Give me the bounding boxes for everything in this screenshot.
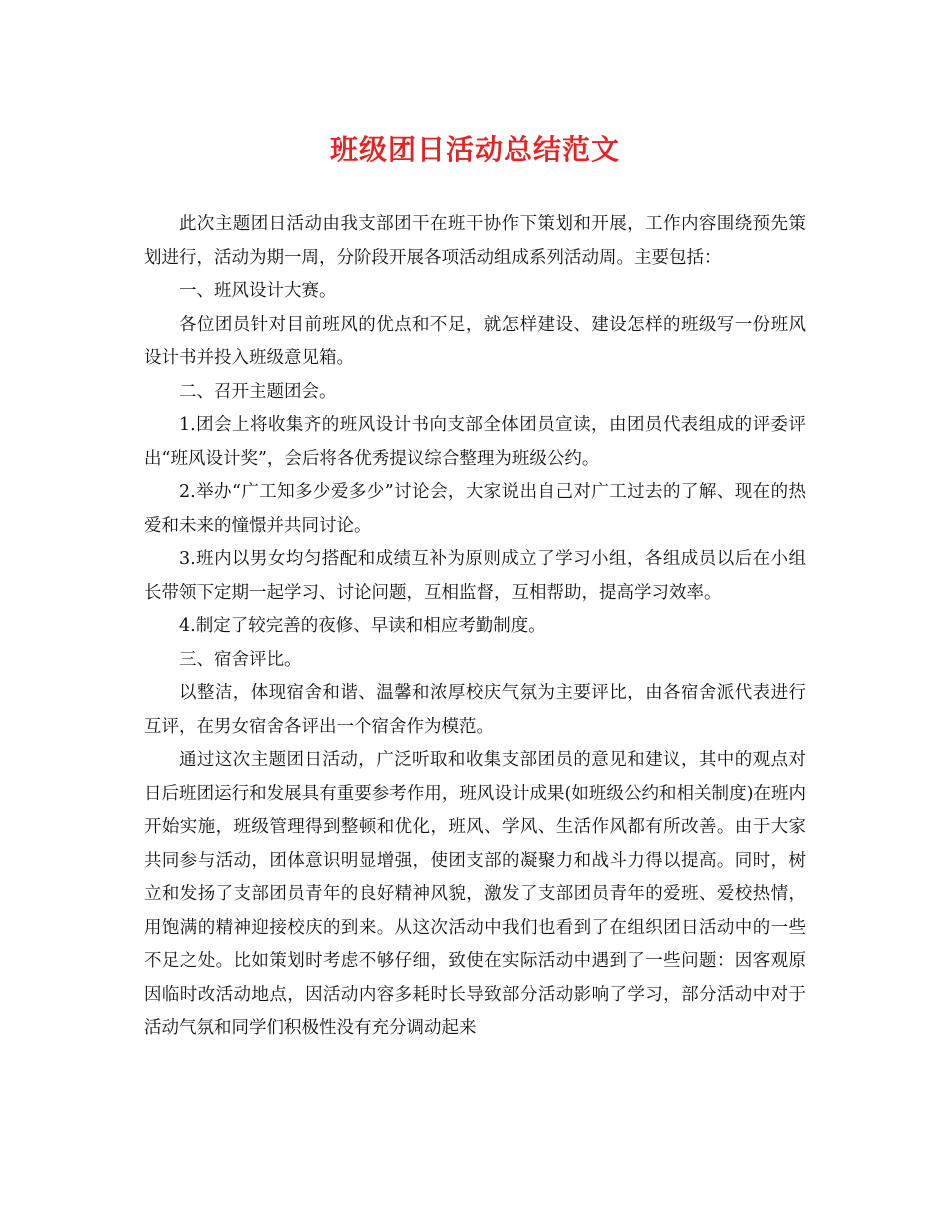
paragraph-section-1: 各位团员针对目前班风的优点和不足，就怎样建设、建设怎样的班级写一份班风设计书并投入班级意见箱。	[144, 314, 806, 368]
list-item-3: 3.班内以男女均匀搭配和成绩互补为原则成立了学习小组，各组成员以后在小组长带领下定期一起学习、讨论问题，互相监督，互相帮助，提高学习效率。	[144, 549, 806, 603]
section-heading-1: 一、班风设计大赛。	[179, 281, 337, 301]
document-title: 班级团日活动总结范文	[329, 133, 620, 166]
document-body	[144, 208, 806, 1046]
section-heading-3: 三、宿舍评比。	[179, 649, 302, 670]
paragraph-intro: 此次主题团日活动由我支部团干在班干协作下策划和开展，工作内容围绕预先策划进行，活动为期一周，分阶段开展各项活动组成系列活动周。主要包括：	[144, 214, 806, 268]
section-heading-2: 二、召开主题团会。	[179, 381, 337, 402]
paragraph-summary: 通过这次主题团日活动，广泛听取和收集支部团员的意见和建议，其中的观点对日后班团运行和发展具有重要参考作用，班风设计成果(如班级公约和相关制度)在班内开始实施，班级管理得到整顿和优化，班风、学风、生活作风都有所改善。由于大家共同参与活动，团体意识明显增强，使团支部的凝聚力和战斗力得以提高。同时，树立和发扬了支部团员青年的良好精神风貌，激发了支部团员青年的爱班、爱校热情，用饱满的精神迎接校庆的到来。从这次活动中我们也看到了在组织团日活动中的一些不足之处。比如策划时考虑不够仔细，致使在实际活动中遇到了一些问题：因客观原因临时改活动地点，因活动内容多耗时长导致部分活动影响了学习，部分活动中对于活动气氛和同学们积极性没有充分调动起来	[144, 750, 806, 1038]
list-item-1: 1.团会上将收集齐的班风设计书向支部全体团员宣读，由团员代表组成的评委评出“班风设计奖”，会后将各优秀提议综合整理为班级公约。	[144, 415, 806, 469]
paragraph-section-3: 以整洁，体现宿舍和谐、温馨和浓厚校庆气氛为主要评比，由各宿舍派代表进行互评，在男女宿舍各评出一个宿舍作为模范。	[144, 683, 806, 737]
list-item-2: 2.举办“广工知多少爱多少”讨论会，大家说出自己对广工过去的了解、现在的热爱和未来的憧憬并共同讨论。	[144, 482, 806, 536]
list-item-4: 4.制定了较完善的夜修、早读和相应考勤制度。	[179, 616, 546, 636]
